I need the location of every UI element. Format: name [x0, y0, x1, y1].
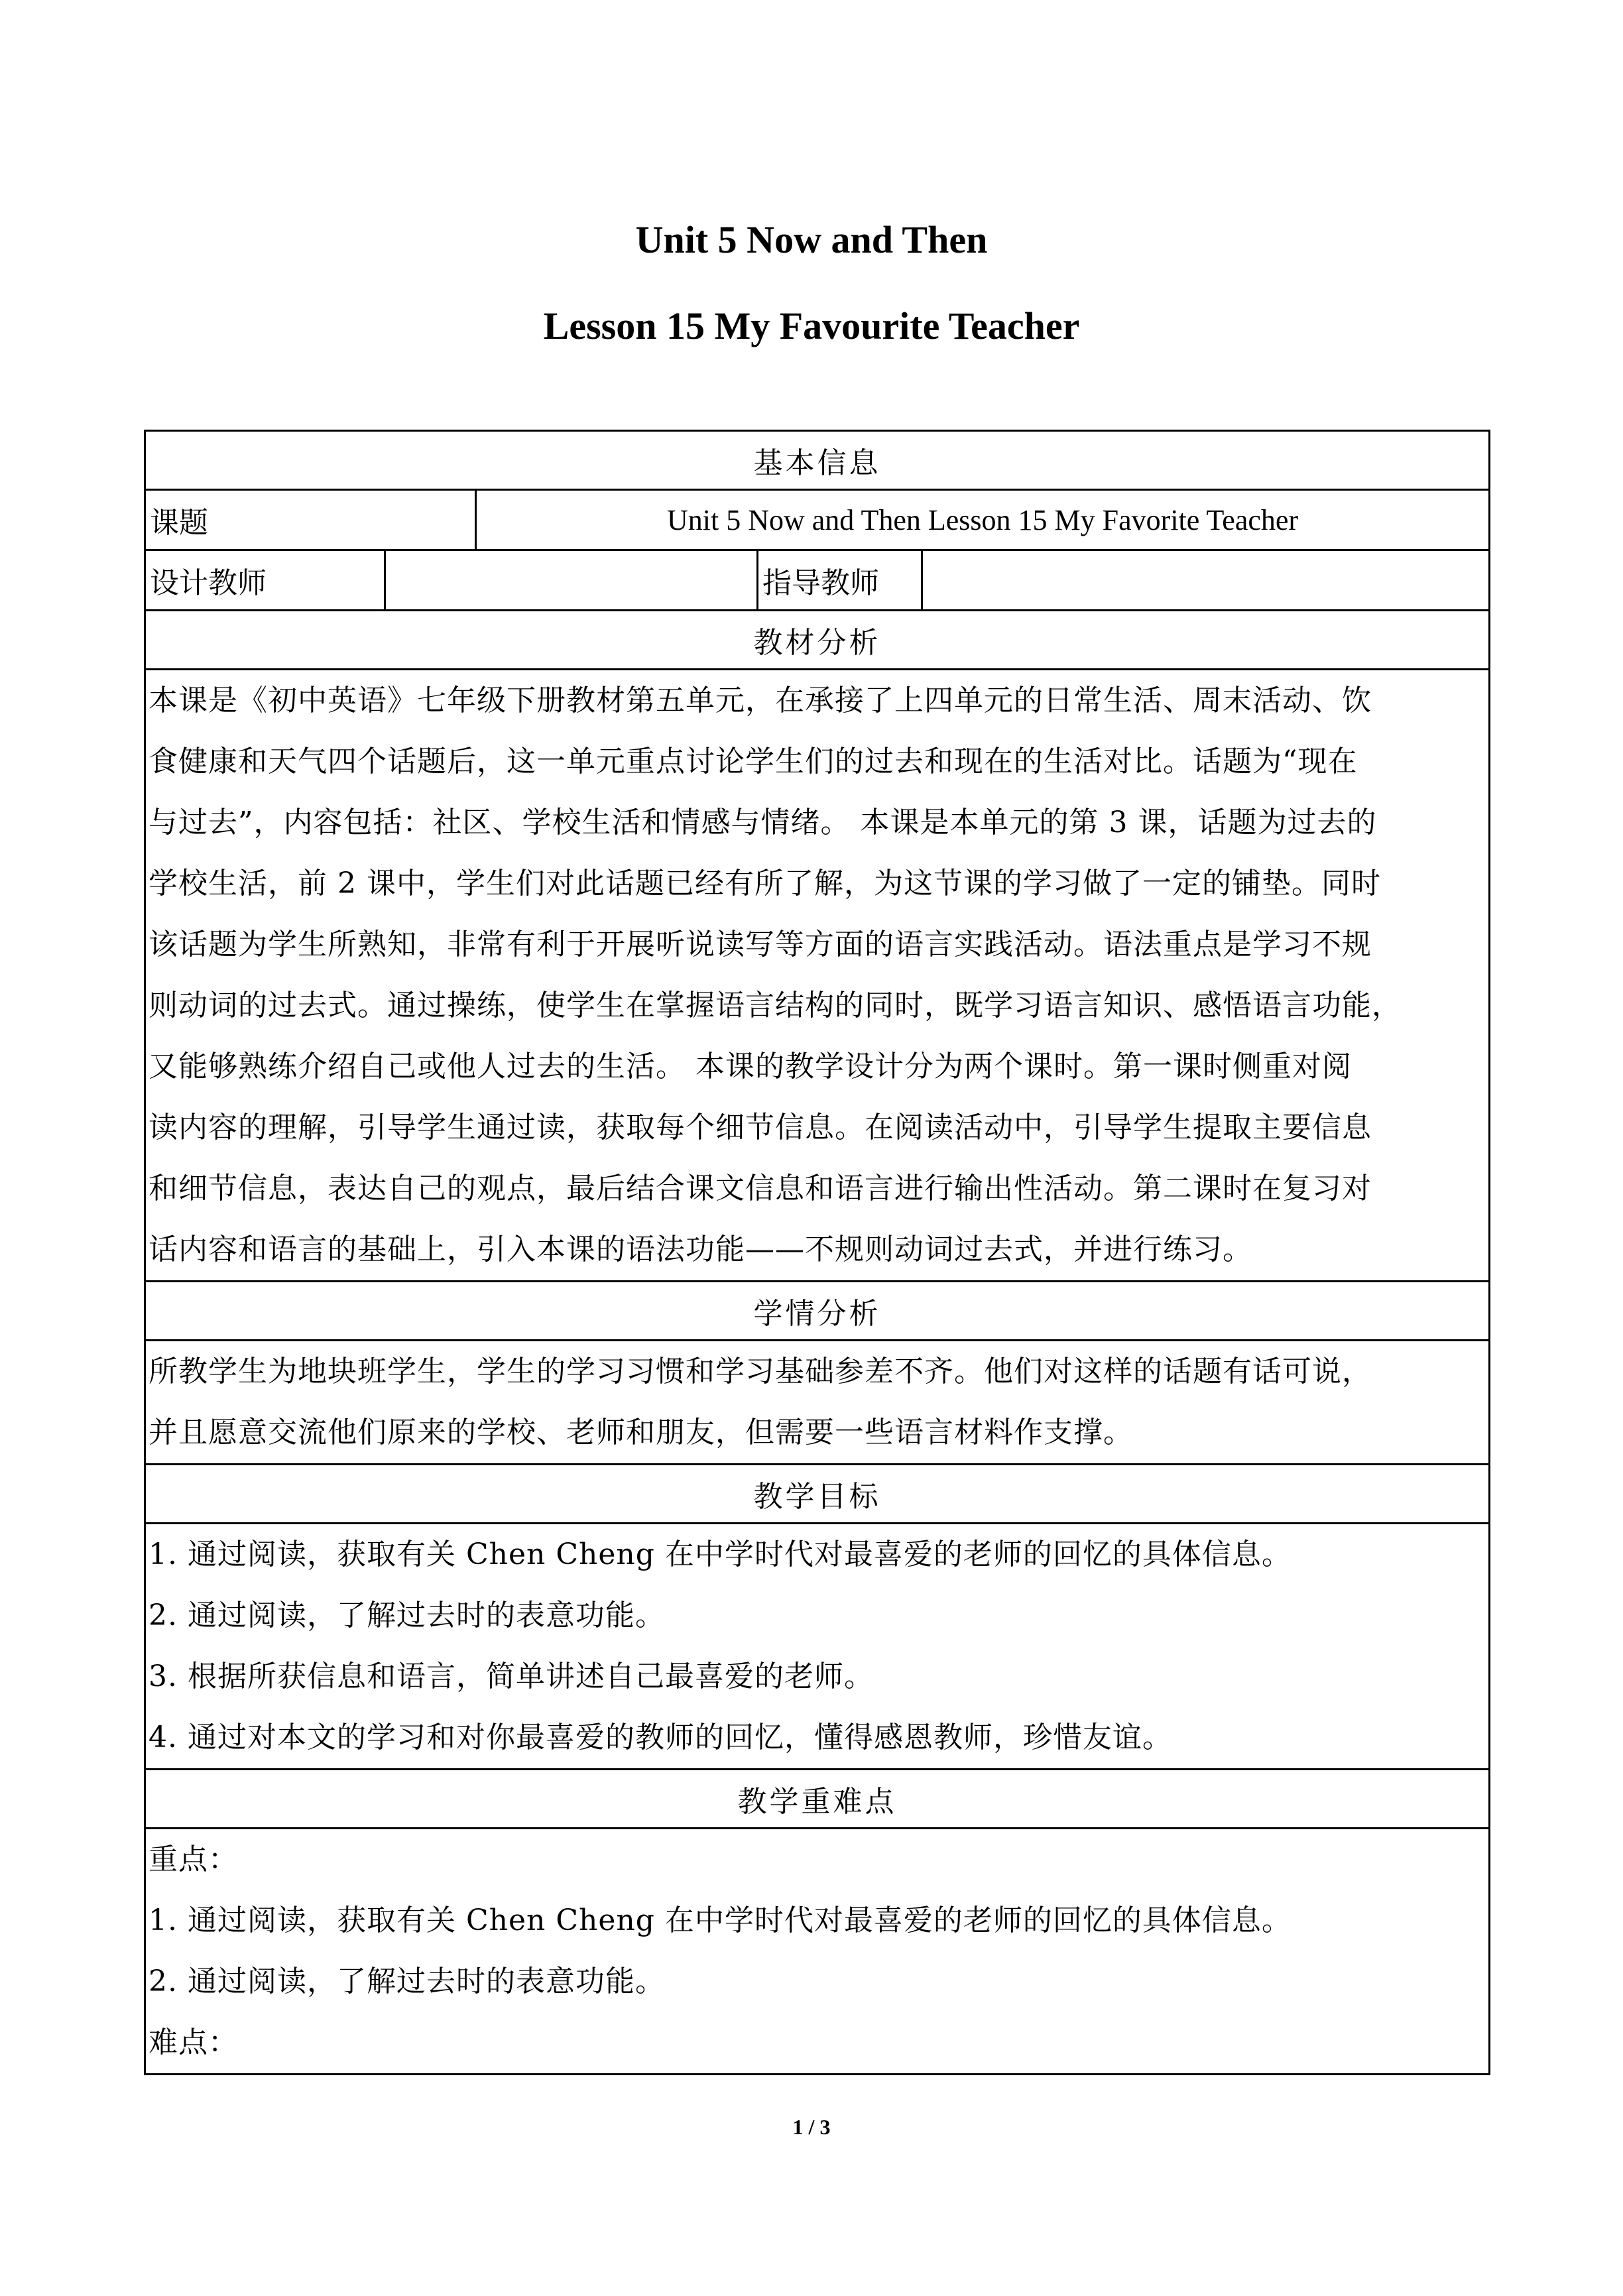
teacher-row	[145, 550, 1490, 611]
material-row	[145, 670, 1490, 1282]
text-line: 本课是《初中英语》七年级下册教材第五单元，在承接了上四单元的日常生活、周末活动、饮	[149, 684, 1372, 717]
text-line: 食健康和天气四个话题后，这一单元重点讨论学生们的过去和现在的生活对比。话题为“现在	[149, 745, 1358, 778]
learner-analysis-header: 学情分析	[145, 1282, 1490, 1341]
objective-item: 1. 通过阅读，获取有关 Chen Cheng 在中学时代对最喜爱的老师的回忆的具体信息。	[149, 1538, 1292, 1571]
text-line: 学校生活，前 2 课中，学生们对此话题已经有所了解，为这节课的学习做了一定的铺垫。同时	[149, 867, 1381, 900]
basic-info-header-row	[145, 431, 1490, 490]
material-analysis-text	[145, 670, 1490, 1282]
designer-label: 设计教师	[145, 550, 385, 611]
lesson-plan-table	[144, 430, 1490, 2075]
key-difficult-points-text	[145, 1829, 1490, 2075]
objective-item: 2. 通过阅读，了解过去时的表意功能。	[149, 1599, 665, 1632]
text-line: 与过去”，内容包括：社区、学校生活和情感与情绪。 本课是本单元的第 3 课，话题为过去的	[149, 806, 1377, 839]
document-subtitle: Lesson 15 My Favourite Teacher	[543, 304, 1080, 347]
teaching-objectives-list	[145, 1524, 1490, 1770]
advisor-label: 指导教师	[758, 550, 922, 611]
text-line: 又能够熟练介绍自己或他人过去的生活。 本课的教学设计分为两个课时。第一课时侧重对阅	[149, 1050, 1352, 1083]
keypoints-header-row	[145, 1770, 1490, 1829]
key-difficult-points-header: 教学重难点	[145, 1770, 1490, 1829]
basic-info-header: 基本信息	[145, 431, 1490, 490]
objectives-header-row	[145, 1465, 1490, 1524]
objectives-row	[145, 1524, 1490, 1770]
key-points-label: 重点：	[149, 1843, 238, 1876]
keypoints-row	[145, 1829, 1490, 2075]
learner-analysis-text	[145, 1341, 1490, 1465]
advisor-value	[922, 550, 1490, 611]
text-line: 该话题为学生所熟知，非常有利于开展听说读写等方面的语言实践活动。语法重点是学习不规	[149, 928, 1372, 961]
key-point-item: 2. 通过阅读，了解过去时的表意功能。	[149, 1964, 665, 1998]
text-line: 话内容和语言的基础上，引入本课的语法功能——不规则动词过去式，并进行练习。	[149, 1233, 1252, 1266]
text-line: 并且愿意交流他们原来的学校、老师和朋友，但需要一些语言材料作支撑。	[149, 1416, 1133, 1449]
objective-item: 3. 根据所获信息和语言，简单讲述自己最喜爱的老师。	[149, 1660, 874, 1693]
text-line: 所教学生为地块班学生，学生的学习习惯和学习基础参差不齐。他们对这样的话题有话可说，	[149, 1355, 1372, 1388]
text-line: 则动词的过去式。通过操练，使学生在掌握语言结构的同时，既学习语言知识、感悟语言功能，	[149, 989, 1402, 1022]
key-point-item: 1. 通过阅读，获取有关 Chen Cheng 在中学时代对最喜爱的老师的回忆的具体信息。	[149, 1903, 1292, 1937]
designer-value	[385, 550, 758, 611]
topic-value: Unit 5 Now and Then Lesson 15 My Favorite Teacher	[476, 490, 1490, 550]
learner-header-row	[145, 1282, 1490, 1341]
text-line: 和细节信息，表达自己的观点，最后结合课文信息和语言进行输出性活动。第二课时在复习对	[149, 1172, 1372, 1205]
material-header-row	[145, 611, 1490, 670]
topic-label: 课题	[145, 490, 476, 550]
document-title: Unit 5 Now and Then	[635, 218, 988, 261]
text-line: 读内容的理解，引导学生通过读，获取每个细节信息。在阅读活动中，引导学生提取主要信息	[149, 1111, 1372, 1144]
learner-row	[145, 1341, 1490, 1465]
teaching-objectives-header: 教学目标	[145, 1465, 1490, 1524]
page-number: 1 / 3	[792, 2115, 831, 2139]
material-analysis-header: 教材分析	[145, 611, 1490, 670]
objective-item: 4. 通过对本文的学习和对你最喜爱的教师的回忆，懂得感恩教师，珍惜友谊。	[149, 1721, 1172, 1754]
topic-row	[145, 490, 1490, 550]
difficult-points-label: 难点：	[149, 2025, 238, 2059]
